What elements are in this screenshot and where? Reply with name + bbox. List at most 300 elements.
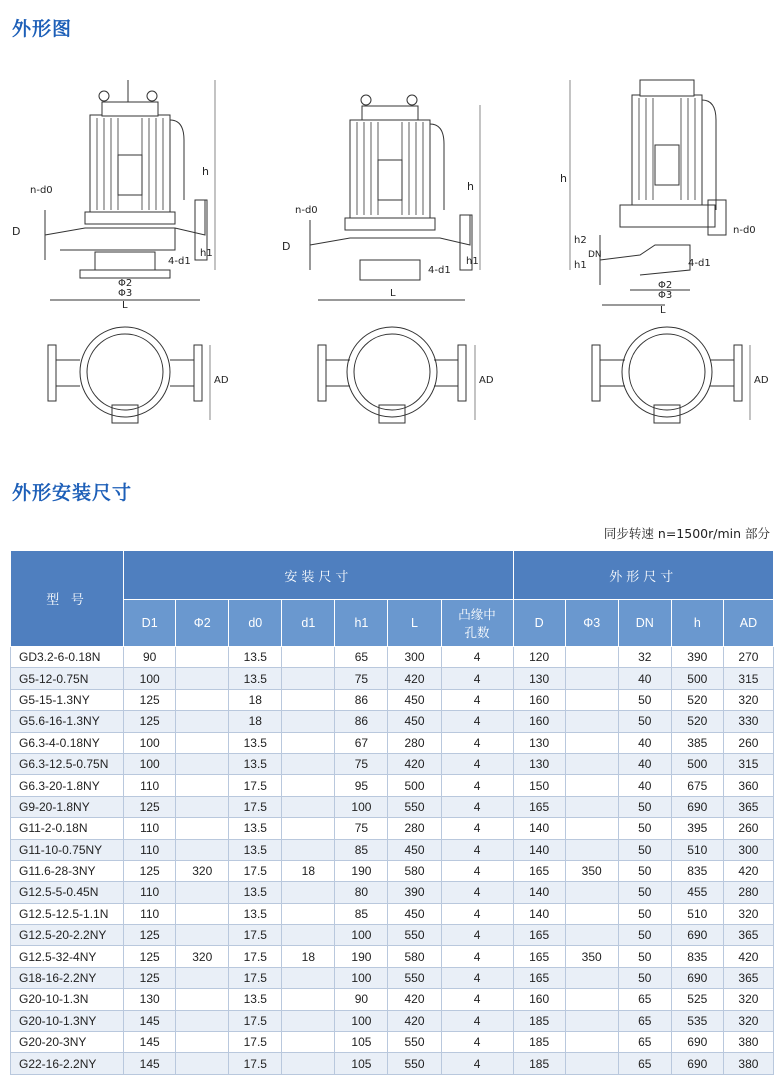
table-cell: [176, 1053, 229, 1074]
label-h-2: h: [467, 180, 474, 193]
table-cell: 420: [388, 668, 441, 689]
table-cell: [565, 732, 618, 753]
table-cell: [176, 753, 229, 774]
model-cell: G11-10-0.75NY: [11, 839, 124, 860]
table-cell: 120: [513, 647, 565, 668]
table-cell: 140: [513, 903, 565, 924]
table-cell: 140: [513, 839, 565, 860]
table-cell: 4: [441, 989, 513, 1010]
table-cell: 90: [335, 989, 388, 1010]
table-cell: 150: [513, 775, 565, 796]
table-cell: 13.5: [229, 732, 282, 753]
table-cell: 13.5: [229, 903, 282, 924]
table-cell: [565, 1010, 618, 1031]
model-cell: G12.5-20-2.2NY: [11, 925, 124, 946]
label-nd0-2: n-d0: [295, 205, 318, 216]
table-cell: 450: [388, 903, 441, 924]
table-cell: 40: [618, 668, 671, 689]
table-cell: 500: [671, 668, 723, 689]
column-header: D: [513, 600, 565, 647]
table-cell: 420: [723, 860, 773, 881]
column-header: AD: [723, 600, 773, 647]
table-cell: [282, 1010, 335, 1031]
column-header: D1: [124, 600, 176, 647]
model-cell: G20-10-1.3N: [11, 989, 124, 1010]
table-cell: 365: [723, 967, 773, 988]
table-cell: 260: [723, 818, 773, 839]
table-cell: 550: [388, 1032, 441, 1053]
table-cell: 140: [513, 882, 565, 903]
table-cell: 18: [229, 711, 282, 732]
table-row: [11, 925, 774, 946]
table-cell: 420: [388, 753, 441, 774]
table-cell: 110: [124, 818, 176, 839]
table-cell: 365: [723, 796, 773, 817]
table-cell: [282, 647, 335, 668]
table-cell: 520: [671, 711, 723, 732]
table-cell: 320: [723, 903, 773, 924]
dimension-table: [10, 550, 774, 1075]
table-cell: 100: [124, 668, 176, 689]
speed-note: 同步转速 n=1500r/min 部分: [603, 526, 770, 541]
model-cell: G5-15-1.3NY: [11, 689, 124, 710]
table-cell: 50: [618, 818, 671, 839]
table-cell: 75: [335, 753, 388, 774]
label-L-3: L: [660, 305, 666, 316]
table-cell: 420: [388, 1010, 441, 1031]
table-cell: [282, 839, 335, 860]
table-cell: 4: [441, 775, 513, 796]
table-cell: [565, 989, 618, 1010]
table-cell: [282, 1032, 335, 1053]
table-cell: 100: [335, 967, 388, 988]
table-cell: 86: [335, 689, 388, 710]
table-cell: 130: [513, 732, 565, 753]
table-cell: 17.5: [229, 775, 282, 796]
table-cell: 65: [618, 1053, 671, 1074]
table-cell: 190: [335, 860, 388, 881]
table-cell: 100: [124, 732, 176, 753]
table-cell: [282, 796, 335, 817]
table-cell: 185: [513, 1010, 565, 1031]
table-cell: 160: [513, 711, 565, 732]
table-cell: 165: [513, 860, 565, 881]
table-cell: [565, 689, 618, 710]
table-cell: 510: [671, 903, 723, 924]
table-cell: 185: [513, 1053, 565, 1074]
table-cell: [565, 668, 618, 689]
table-cell: 4: [441, 839, 513, 860]
table-cell: 385: [671, 732, 723, 753]
label-D-1: D: [12, 225, 21, 238]
table-cell: 4: [441, 753, 513, 774]
table-cell: 4: [441, 967, 513, 988]
table-cell: [176, 711, 229, 732]
table-row: [11, 668, 774, 689]
table-cell: 320: [723, 989, 773, 1010]
table-cell: [176, 818, 229, 839]
table-cell: 95: [335, 775, 388, 796]
table-cell: 690: [671, 925, 723, 946]
label-h1-3: h1: [574, 260, 587, 271]
table-cell: 350: [565, 860, 618, 881]
pump-drawing-3: [600, 80, 726, 305]
table-cell: 350: [565, 946, 618, 967]
table-cell: 145: [124, 1010, 176, 1031]
table-cell: 270: [723, 647, 773, 668]
table-cell: 550: [388, 1053, 441, 1074]
table-cell: 420: [388, 989, 441, 1010]
table-cell: 50: [618, 882, 671, 903]
table-cell: 450: [388, 689, 441, 710]
table-cell: 100: [335, 925, 388, 946]
table-cell: [176, 967, 229, 988]
table-cell: 330: [723, 711, 773, 732]
table-cell: 75: [335, 668, 388, 689]
table-cell: 4: [441, 860, 513, 881]
table-cell: [282, 668, 335, 689]
table-cell: 360: [723, 775, 773, 796]
table-cell: 4: [441, 903, 513, 924]
table-cell: 550: [388, 925, 441, 946]
model-cell: G9-20-1.8NY: [11, 796, 124, 817]
top-view-1: [48, 327, 202, 423]
table-cell: 17.5: [229, 925, 282, 946]
table-cell: 315: [723, 753, 773, 774]
table-cell: 4: [441, 925, 513, 946]
label-nd0-3: n-d0: [733, 225, 756, 236]
table-cell: 690: [671, 1032, 723, 1053]
table-cell: 145: [124, 1053, 176, 1074]
table-cell: 13.5: [229, 818, 282, 839]
table-cell: 125: [124, 711, 176, 732]
table-cell: 455: [671, 882, 723, 903]
table-cell: [282, 753, 335, 774]
label-d1-1: 4-d1: [168, 256, 191, 267]
table-cell: 17.5: [229, 1032, 282, 1053]
table-cell: 65: [618, 1010, 671, 1031]
table-cell: 125: [124, 946, 176, 967]
table-cell: 4: [441, 1010, 513, 1031]
table-cell: 260: [723, 732, 773, 753]
table-cell: 280: [388, 732, 441, 753]
table-cell: 300: [388, 647, 441, 668]
label-AD-2: AD: [479, 375, 494, 386]
table-cell: [176, 882, 229, 903]
table-cell: 500: [388, 775, 441, 796]
table-cell: [282, 903, 335, 924]
table-cell: 90: [124, 647, 176, 668]
table-row: [11, 989, 774, 1010]
model-cell: G12.5-5-0.45N: [11, 882, 124, 903]
table-cell: [176, 1010, 229, 1031]
table-cell: [176, 796, 229, 817]
table-cell: 4: [441, 668, 513, 689]
table-cell: 130: [513, 753, 565, 774]
table-row: [11, 689, 774, 710]
model-cell: G6.3-20-1.8NY: [11, 775, 124, 796]
table-cell: 510: [671, 839, 723, 860]
label-AD-3: AD: [754, 375, 769, 386]
label-L-2: L: [390, 288, 396, 299]
table-cell: 130: [513, 668, 565, 689]
table-row: [11, 967, 774, 988]
table-cell: [282, 732, 335, 753]
table-cell: 550: [388, 967, 441, 988]
table-cell: 145: [124, 1032, 176, 1053]
table-cell: 65: [335, 647, 388, 668]
column-header: h1: [335, 600, 388, 647]
label-L-1: L: [122, 300, 128, 311]
table-cell: 4: [441, 689, 513, 710]
table-cell: 395: [671, 818, 723, 839]
label-h-3: h: [560, 172, 567, 185]
model-cell: G20-10-1.3NY: [11, 1010, 124, 1031]
table-cell: 18: [282, 860, 335, 881]
table-cell: [282, 775, 335, 796]
table-cell: 4: [441, 732, 513, 753]
table-cell: 280: [723, 882, 773, 903]
table-cell: 17.5: [229, 796, 282, 817]
label-h1-1: h1: [200, 248, 213, 259]
table-row: [11, 753, 774, 774]
table-row: [11, 818, 774, 839]
table-cell: 13.5: [229, 989, 282, 1010]
table-cell: 4: [441, 946, 513, 967]
column-header: d1: [282, 600, 335, 647]
table-cell: [176, 668, 229, 689]
table-cell: 50: [618, 711, 671, 732]
table-cell: 50: [618, 689, 671, 710]
table-cell: 160: [513, 989, 565, 1010]
label-d1-3: 4-d1: [688, 258, 711, 269]
table-cell: 50: [618, 925, 671, 946]
table-cell: 190: [335, 946, 388, 967]
label-h1-2: h1: [466, 256, 479, 267]
table-row: [11, 1010, 774, 1031]
table-row: [11, 1053, 774, 1074]
table-cell: 50: [618, 860, 671, 881]
label-AD-1: AD: [214, 375, 229, 386]
table-cell: [565, 711, 618, 732]
label-d1-2: 4-d1: [428, 265, 451, 276]
table-cell: 17.5: [229, 1053, 282, 1074]
table-cell: 13.5: [229, 839, 282, 860]
table-cell: [282, 925, 335, 946]
table-cell: [282, 967, 335, 988]
table-row: [11, 903, 774, 924]
model-cell: G6.3-12.5-0.75N: [11, 753, 124, 774]
table-cell: 50: [618, 839, 671, 860]
label-h2-3: h2: [574, 235, 587, 246]
model-cell: G18-16-2.2NY: [11, 967, 124, 988]
table-cell: 40: [618, 753, 671, 774]
table-section-title: 外形安装尺寸: [12, 482, 133, 504]
label-phi3-3: Φ3: [658, 290, 673, 301]
table-cell: [176, 903, 229, 924]
table-cell: 835: [671, 860, 723, 881]
model-cell: G5.6-16-1.3NY: [11, 711, 124, 732]
table-cell: 4: [441, 711, 513, 732]
table-cell: 390: [388, 882, 441, 903]
table-cell: [565, 967, 618, 988]
table-cell: [565, 903, 618, 924]
table-cell: 32: [618, 647, 671, 668]
table-cell: [282, 818, 335, 839]
install-group-header: 安装尺寸: [124, 551, 513, 600]
outline-drawings: [0, 60, 780, 440]
table-cell: 67: [335, 732, 388, 753]
table-row: [11, 860, 774, 881]
table-cell: 110: [124, 775, 176, 796]
model-cell: G5-12-0.75N: [11, 668, 124, 689]
table-cell: 50: [618, 796, 671, 817]
model-cell: GD3.2-6-0.18N: [11, 647, 124, 668]
table-cell: [176, 925, 229, 946]
table-cell: [176, 775, 229, 796]
label-phi2-1: Φ2: [118, 278, 133, 289]
table-cell: 50: [618, 946, 671, 967]
table-cell: 4: [441, 818, 513, 839]
column-header: 凸缘中 孔数: [441, 600, 513, 647]
table-cell: 125: [124, 967, 176, 988]
table-cell: 65: [618, 1032, 671, 1053]
label-h-1: h: [202, 165, 209, 178]
table-cell: 110: [124, 882, 176, 903]
table-row: [11, 946, 774, 967]
table-cell: 17.5: [229, 860, 282, 881]
table-cell: [565, 1032, 618, 1053]
table-cell: [565, 647, 618, 668]
column-header: Φ2: [176, 600, 229, 647]
table-cell: 105: [335, 1032, 388, 1053]
table-cell: [282, 882, 335, 903]
table-cell: 675: [671, 775, 723, 796]
table-cell: 4: [441, 1032, 513, 1053]
table-cell: [176, 839, 229, 860]
table-cell: 40: [618, 775, 671, 796]
top-view-2: [318, 327, 466, 423]
table-cell: 520: [671, 689, 723, 710]
table-cell: 4: [441, 647, 513, 668]
table-cell: 125: [124, 796, 176, 817]
table-row: [11, 839, 774, 860]
model-cell: G11.6-28-3NY: [11, 860, 124, 881]
table-cell: 300: [723, 839, 773, 860]
table-cell: [282, 1053, 335, 1074]
table-cell: 165: [513, 967, 565, 988]
model-header: 型 号: [11, 551, 124, 647]
label-nd0-1: n-d0: [30, 185, 53, 196]
table-cell: [176, 1032, 229, 1053]
label-phi3-1: Φ3: [118, 288, 133, 299]
table-cell: 17.5: [229, 946, 282, 967]
table-cell: 690: [671, 796, 723, 817]
table-cell: 18: [282, 946, 335, 967]
table-cell: 100: [335, 796, 388, 817]
table-cell: 65: [618, 989, 671, 1010]
outline-group-header: 外形尺寸: [513, 551, 773, 600]
table-cell: 80: [335, 882, 388, 903]
column-header: d0: [229, 600, 282, 647]
table-cell: 320: [176, 860, 229, 881]
table-cell: 550: [388, 796, 441, 817]
drawing-section-title: 外形图: [12, 18, 73, 40]
table-cell: 85: [335, 839, 388, 860]
table-cell: 17.5: [229, 967, 282, 988]
table-cell: 580: [388, 946, 441, 967]
table-cell: [565, 775, 618, 796]
table-cell: [176, 989, 229, 1010]
table-cell: 450: [388, 711, 441, 732]
table-cell: 130: [124, 989, 176, 1010]
table-cell: 420: [723, 946, 773, 967]
table-cell: 4: [441, 882, 513, 903]
table-cell: 50: [618, 903, 671, 924]
table-cell: 17.5: [229, 1010, 282, 1031]
table-cell: 185: [513, 1032, 565, 1053]
table-cell: 100: [335, 1010, 388, 1031]
table-cell: 40: [618, 732, 671, 753]
table-row: [11, 882, 774, 903]
table-cell: 450: [388, 839, 441, 860]
table-cell: 280: [388, 818, 441, 839]
column-header: DN: [618, 600, 671, 647]
model-cell: G12.5-12.5-1.1N: [11, 903, 124, 924]
table-row: [11, 1032, 774, 1053]
table-cell: 85: [335, 903, 388, 924]
table-cell: 110: [124, 903, 176, 924]
column-header: L: [388, 600, 441, 647]
label-DN-3: DN: [588, 250, 602, 260]
table-cell: 365: [723, 925, 773, 946]
model-cell: G22-16-2.2NY: [11, 1053, 124, 1074]
table-cell: [565, 839, 618, 860]
table-cell: 125: [124, 689, 176, 710]
top-view-3: [592, 327, 742, 423]
table-cell: 13.5: [229, 668, 282, 689]
model-cell: G20-20-3NY: [11, 1032, 124, 1053]
table-cell: 165: [513, 925, 565, 946]
label-phi2-3: Φ2: [658, 280, 673, 291]
table-cell: 380: [723, 1032, 773, 1053]
table-cell: [282, 689, 335, 710]
table-cell: 525: [671, 989, 723, 1010]
table-cell: 320: [176, 946, 229, 967]
table-row: [11, 732, 774, 753]
table-cell: [176, 647, 229, 668]
table-cell: 110: [124, 839, 176, 860]
label-D-2: D: [282, 240, 291, 253]
table-row: [11, 647, 774, 668]
table-cell: 535: [671, 1010, 723, 1031]
table-cell: 13.5: [229, 647, 282, 668]
table-cell: 315: [723, 668, 773, 689]
column-header: Φ3: [565, 600, 618, 647]
table-cell: 390: [671, 647, 723, 668]
table-cell: 13.5: [229, 753, 282, 774]
table-cell: [282, 711, 335, 732]
column-header: h: [671, 600, 723, 647]
table-cell: 75: [335, 818, 388, 839]
table-row: [11, 775, 774, 796]
table-cell: 835: [671, 946, 723, 967]
table-cell: 160: [513, 689, 565, 710]
table-cell: [565, 882, 618, 903]
table-cell: 320: [723, 1010, 773, 1031]
table-cell: 320: [723, 689, 773, 710]
table-cell: 380: [723, 1053, 773, 1074]
